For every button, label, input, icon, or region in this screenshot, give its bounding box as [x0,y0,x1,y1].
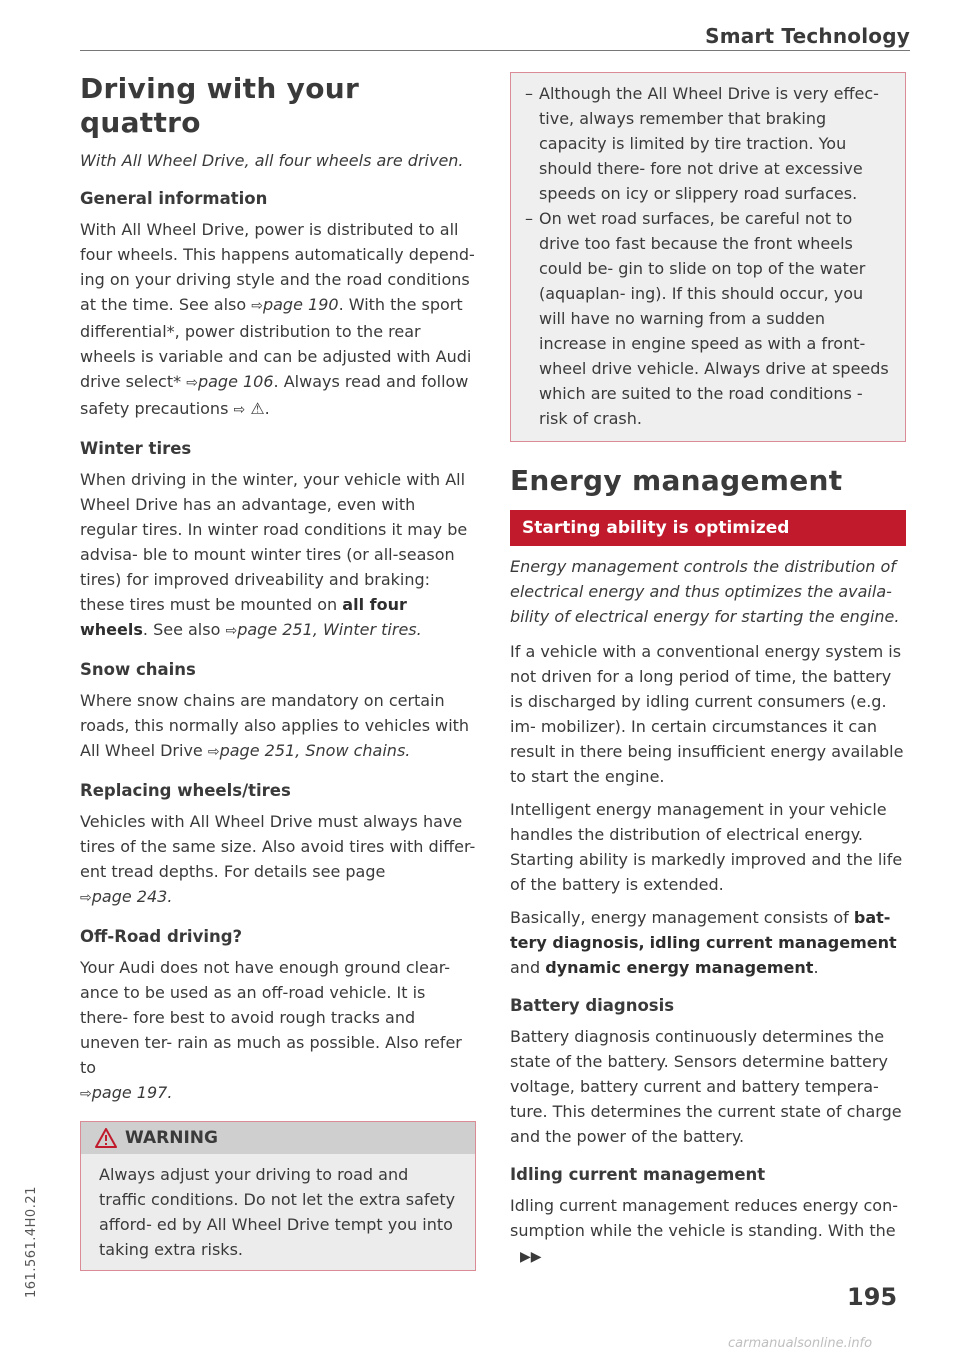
replacing-heading: Replacing wheels/tires [80,781,291,800]
warning-triangle-icon [95,1128,117,1148]
section-title: Smart Technology [705,24,910,48]
warning-label: WARNING [125,1128,218,1148]
page-ref-link[interactable]: page 251, Snow chains. [219,741,411,760]
offroad-paragraph: Your Audi does not have enough ground clear- ance to be used as an off-road vehicle. It is there- fore best to avoid rough tracks and uneven ter- rain as much as possible. Also refer to ⇨page 197. [80,958,462,1102]
winter-heading: Winter tires [80,439,192,458]
right-lead: Energy management controls the distribution of electrical energy and thus optimizes the availa- bility of electrical energy for starting the engine. [510,557,900,626]
offroad-heading: Off-Road driving? [80,927,243,946]
page-ref-link[interactable]: page 106 [197,372,274,391]
watermark: carmanualsonline.info [728,1336,873,1351]
general-heading: General information [80,189,268,208]
battery-paragraph: Battery diagnosis continuously determines the state of the battery. Sensors determine battery voltage, battery current and battery tempera- ture. This determines the current state of charge and the power of the battery. [510,1027,902,1146]
caution-item: – Although the All Wheel Drive is very effec- tive, always remember that braking capacity is limited by tire traction. You should there- fore not drive at excessive speeds on icy or slippery road surfaces. [525,81,889,206]
energy-paragraph-1: If a vehicle with a conventional energy system is not driven for a long period of time, the battery is discharged by idling current consumers (e.g. im- mobilizer). In certain circumstances it can result in there being insufficient energy available to start the engine. [510,642,904,786]
left-column [80,72,476,1271]
page-ref-link[interactable]: page 251, Winter tires. [237,620,422,639]
arrow-right-icon: ⇨ [251,298,263,314]
winter-paragraph: When driving in the winter, your vehicle with All Wheel Drive has an advantage, even with regular tires. In winter road conditions it may be advisa- ble to mount winter tires (or all-season tires) for improved driveability and braking: these tires must be mounted on all four wheels. See also ⇨page 251, Winter tires. [80,470,468,639]
arrow-right-icon: ⇨ [225,623,238,639]
right-column [510,72,906,1278]
energy-title: Energy management [510,464,843,497]
section-banner: Starting ability is optimized [510,510,906,546]
page-ref-link[interactable]: page 197. [91,1083,173,1102]
warning-text: Always adjust your driving to road and traffic conditions. Do not let the extra safety afford- ed by All Wheel Drive tempt you into taking extra risks. [81,1154,475,1270]
general-paragraph: With All Wheel Drive, power is distributed to all four wheels. This happens automatically depend- ing on your driving style and the road conditions at the time. See also ⇨page 190. With the sport differential*, power distribution to the rear wheels is variable and can be adjusted with Audi drive select* ⇨page 106. Always read and follow safety precautions ⇨ ⚠. [80,220,475,418]
continue-arrow-icon: ▶▶ [520,1249,542,1265]
page-ref-link[interactable]: page 243. [91,887,173,906]
page-number: 195 [847,1283,898,1311]
arrow-right-icon: ⇨ [186,375,198,391]
arrow-right-icon: ⇨ [80,1086,92,1102]
idling-heading: Idling current management [510,1165,766,1184]
page-ref-link[interactable]: page 190 [262,295,339,314]
warning-header [81,1122,475,1154]
left-lead: With All Wheel Drive, all four wheels are driven. [80,151,464,170]
energy-paragraph-3: Basically, energy management consists of bat- tery diagnosis, idling current management and dynamic energy management. [510,908,897,977]
caution-item: – On wet road surfaces, be careful not to drive too fast because the front wheels could be- gin to slide on top of the water (aquaplan- ing). If this should occur, you will have no warning from a sudden increase in engine speed as with a front-wheel drive vehicle. Always drive at speeds which are suited to the road conditions - risk of crash. [525,206,889,431]
side-code: 161.561.4H0.21 [24,1186,39,1298]
snow-heading: Snow chains [80,660,196,679]
warning-triangle-icon: ⚠ [250,399,265,418]
idling-paragraph: Idling current management reduces energy con- sumption while the vehicle is standing. With the ▶▶ [510,1196,898,1265]
replacing-paragraph: Vehicles with All Wheel Drive must always have tires of the same size. Also avoid tires with differ- ent tread depths. For details see page ⇨page 243. [80,812,476,906]
header-rule [80,50,910,51]
energy-paragraph-2: Intelligent energy management in your vehicle handles the distribution of electrical energy. Starting ability is markedly improved and the life of the battery is extended. [510,800,903,894]
arrow-right-icon: ⇨ [207,744,220,760]
battery-heading: Battery diagnosis [510,996,675,1015]
warning-box [80,1121,476,1271]
caution-box [510,72,906,442]
snow-paragraph: Where snow chains are mandatory on certain roads, this normally also applies to vehicles with All Wheel Drive ⇨page 251, Snow chains. [80,691,470,760]
arrow-right-icon: ⇨ [80,890,92,906]
page-title: Driving with your quattro [80,72,360,139]
arrow-right-icon: ⇨ [233,402,246,418]
